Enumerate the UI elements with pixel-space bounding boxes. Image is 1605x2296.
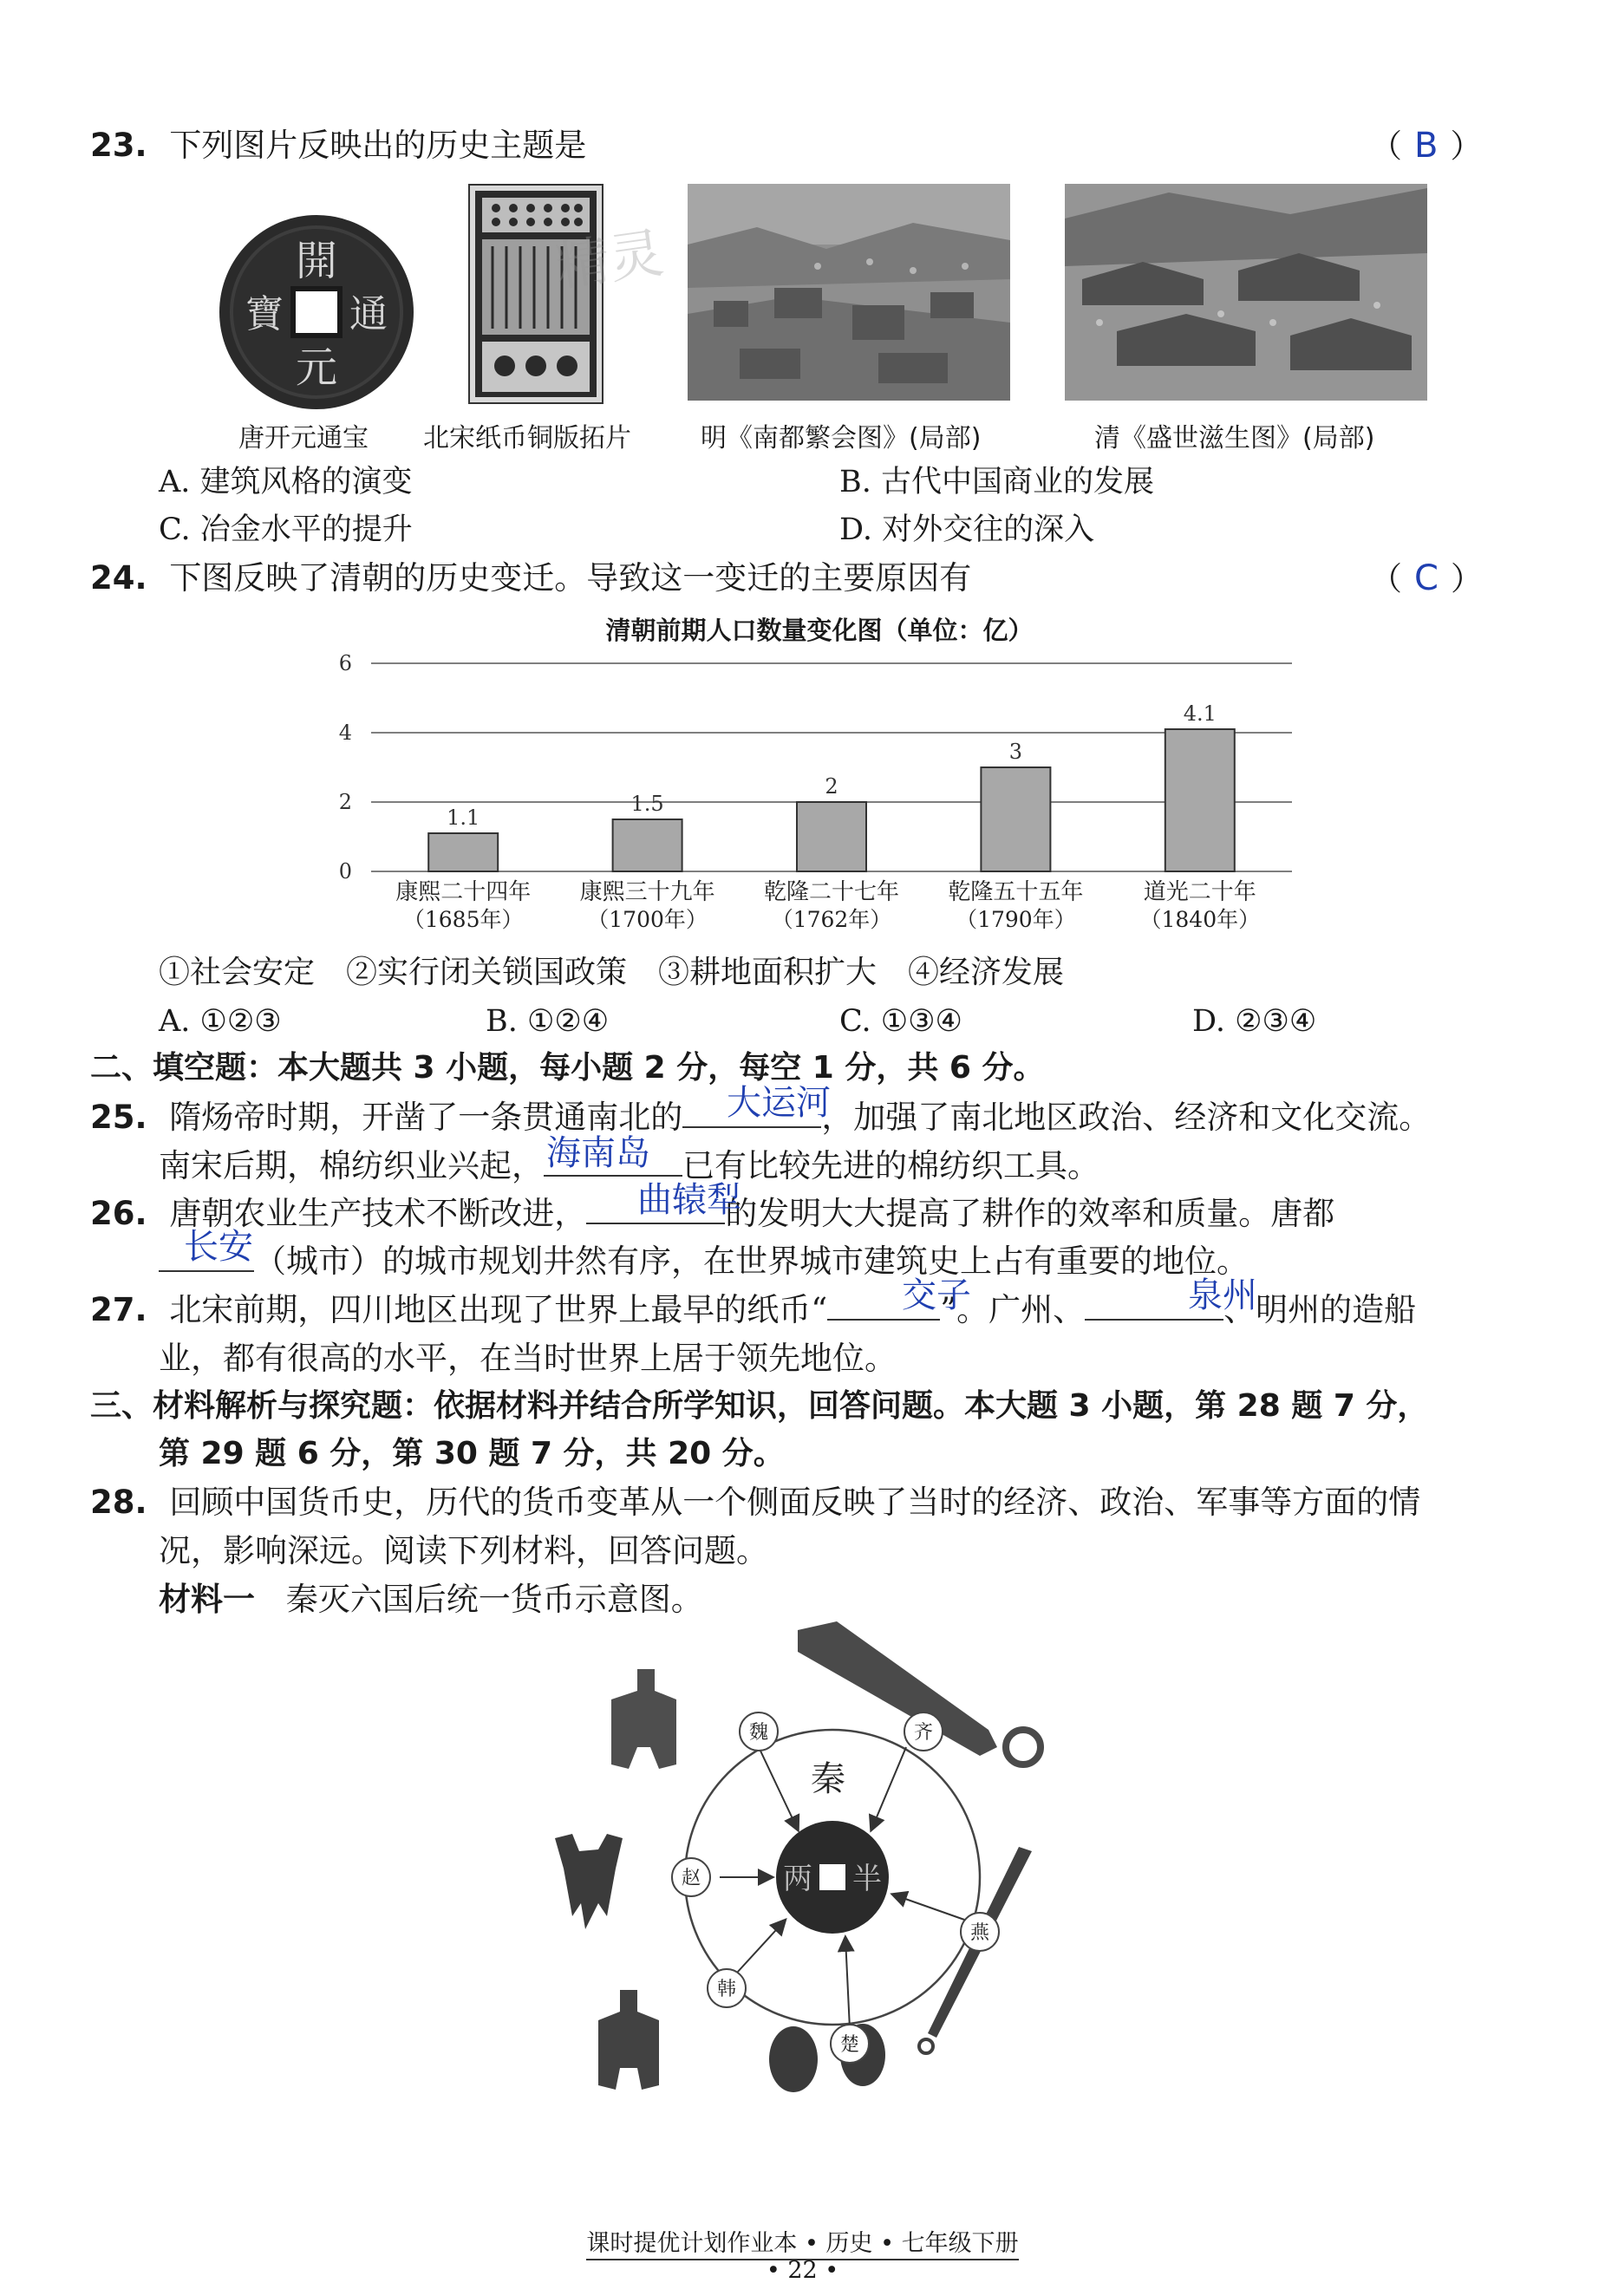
option-b: B. ①②④ — [486, 1004, 610, 1039]
state-label: 韩 — [716, 1979, 737, 2000]
bar-value-label: 4.1 — [1183, 701, 1217, 726]
chart-plot — [321, 611, 1318, 949]
question-text: 下图反映了清朝的历史变迁。导致这一变迁的主要原因有 — [169, 559, 972, 597]
y-tick-label: 4 — [338, 721, 352, 745]
option-a: A. ①②③ — [159, 1004, 282, 1039]
caption-nandu: 明《南都繁会图》(局部) — [701, 423, 982, 453]
coin-character: 寶 — [245, 292, 284, 336]
question-number: 23. — [90, 127, 147, 164]
section-3-heading-cont: 第 29 题 6 分，第 30 题 7 分，共 20 分。 — [159, 1436, 785, 1471]
material-1: 材料一 秦灭六国后统一货币示意图。 — [159, 1581, 703, 1618]
answer-bracket: （ C ） — [1370, 558, 1483, 598]
handwritten-answer: C — [1414, 558, 1439, 598]
state-label: 赵 — [681, 1868, 701, 1889]
bar — [797, 802, 866, 871]
state-label: 燕 — [969, 1922, 990, 1944]
svg-text:两: 两 — [783, 1862, 812, 1896]
svg-text:半: 半 — [852, 1862, 882, 1896]
q24-stem — [90, 555, 971, 602]
x-tick-sublabel: （1700年） — [587, 907, 708, 932]
y-tick-label: 6 — [338, 651, 352, 675]
q27-line2: 业，都有很高的水平，在当时世界上居于领先地位。 — [159, 1340, 897, 1377]
svg-text:秦: 秦 — [811, 1759, 845, 1799]
q28-line2: 况，影响深远。阅读下列材料，回答问题。 — [159, 1532, 768, 1569]
q26-line1: 26. 唐朝农业生产技术不断改进， 的发明大大提高了耕作的效率和质量。唐都 — [90, 1190, 1334, 1237]
bar — [981, 767, 1050, 871]
handwritten-answer: B — [1414, 126, 1439, 166]
caption-shengshi: 清《盛世滋生图》(局部) — [1094, 423, 1375, 453]
option-d: D. 对外交往的深入 — [839, 512, 1095, 547]
population-chart — [321, 611, 1318, 949]
bar — [1165, 729, 1235, 871]
x-tick-label: 道光二十年 — [1143, 879, 1256, 905]
q27-line1: 27. 北宋前期，四川地区出现了世界上最早的纸币“ ”。广州、 、明州的造船 — [90, 1287, 1416, 1334]
option-c: C. ①③④ — [839, 1004, 962, 1039]
x-tick-sublabel: （1685年） — [402, 907, 524, 932]
watermark: 精灵 — [551, 220, 668, 299]
x-tick-sublabel: （1762年） — [771, 907, 892, 932]
bar-value-label: 1.1 — [447, 806, 480, 830]
handwritten-answer-1: 大运河 — [727, 1083, 831, 1123]
bar-value-label: 2 — [825, 774, 838, 799]
state-label: 楚 — [839, 2034, 860, 2056]
bar-value-label: 3 — [1008, 740, 1023, 764]
option-b: B. 古代中国商业的发展 — [839, 465, 1154, 499]
x-tick-sublabel: （1790年） — [956, 907, 1076, 932]
handwritten-answer-2: 长安 — [184, 1227, 253, 1267]
coin-character: 通 — [349, 292, 388, 336]
bar — [428, 833, 498, 871]
handwritten-answer-2: 海南岛 — [546, 1133, 650, 1173]
option-a: A. 建筑风格的演变 — [159, 465, 413, 499]
coin-character: 元 — [295, 343, 338, 392]
option-d: D. ②③④ — [1192, 1004, 1317, 1039]
x-tick-label: 乾隆五十五年 — [948, 879, 1084, 905]
shengshi-zisheng-painting — [1065, 184, 1427, 401]
bar — [613, 819, 682, 871]
q24-statements: ①社会安定 ②实行闭关锁国政策 ③耕地面积扩大 ④经济发展 — [159, 955, 1065, 990]
nandu-fanhui-painting — [688, 184, 1010, 401]
x-tick-label: 康熙二十四年 — [395, 879, 532, 905]
qin-currency-diagram — [538, 1617, 1075, 2103]
caption-paper-money: 北宋纸币铜版拓片 — [423, 423, 631, 453]
handwritten-answer-1: 曲辕犁 — [637, 1180, 741, 1220]
handwritten-answer-1: 交子 — [902, 1275, 971, 1315]
state-label: 齐 — [913, 1722, 934, 1744]
tang-coin-image — [217, 212, 416, 412]
answer-bracket: （ B ） — [1370, 126, 1483, 166]
caption-tang-coin: 唐开元通宝 — [238, 423, 369, 453]
q25-line1: 25. 隋炀帝时期，开凿了一条贯通南北的 ，加强了南北地区政治、经济和文化交流。 — [90, 1094, 1431, 1141]
section-3-heading: 三、材料解析与探究题：依据材料并结合所学知识，回答问题。本大题 3 小题，第 28 题 7 分， — [90, 1388, 1429, 1424]
y-tick-label: 0 — [338, 859, 352, 884]
page-number: • 22 • — [766, 2257, 839, 2284]
question-number: 24. — [90, 559, 147, 597]
x-tick-label: 康熙三十九年 — [579, 879, 715, 905]
section-2-heading: 二、填空题：本大题共 3 小题，每小题 2 分，每空 1 分，共 6 分。 — [90, 1050, 1045, 1086]
state-label: 魏 — [748, 1722, 769, 1744]
handwritten-answer-2: 泉州 — [1188, 1275, 1257, 1315]
q23-stem — [90, 122, 586, 169]
option-c: C. 冶金水平的提升 — [159, 512, 413, 547]
footer-book-title: 课时提优计划作业本 • 历史 • 七年级下册 — [0, 2224, 1605, 2258]
y-tick-label: 2 — [338, 790, 352, 814]
q28-line1: 28. 回顾中国货币史，历代的货币变革从一个侧面反映了当时的经济、政治、军事等方面的情 — [90, 1484, 1421, 1521]
x-tick-sublabel: （1840年） — [1139, 907, 1261, 932]
chart-title: 清朝前期人口数量变化图（单位：亿） — [605, 616, 1034, 645]
q25-line2: 南宋后期，棉纺织业兴起， 已有比较先进的棉纺织工具。 — [159, 1143, 1099, 1190]
coin-character: 開 — [295, 237, 338, 285]
question-text: 下列图片反映出的历史主题是 — [169, 127, 587, 164]
q26-line2: （城市）的城市规划井然有序，在世界城市建筑史上占有重要的地位。 — [159, 1238, 1249, 1285]
bar-value-label: 1.5 — [630, 792, 664, 816]
x-tick-label: 乾隆二十七年 — [763, 879, 900, 905]
